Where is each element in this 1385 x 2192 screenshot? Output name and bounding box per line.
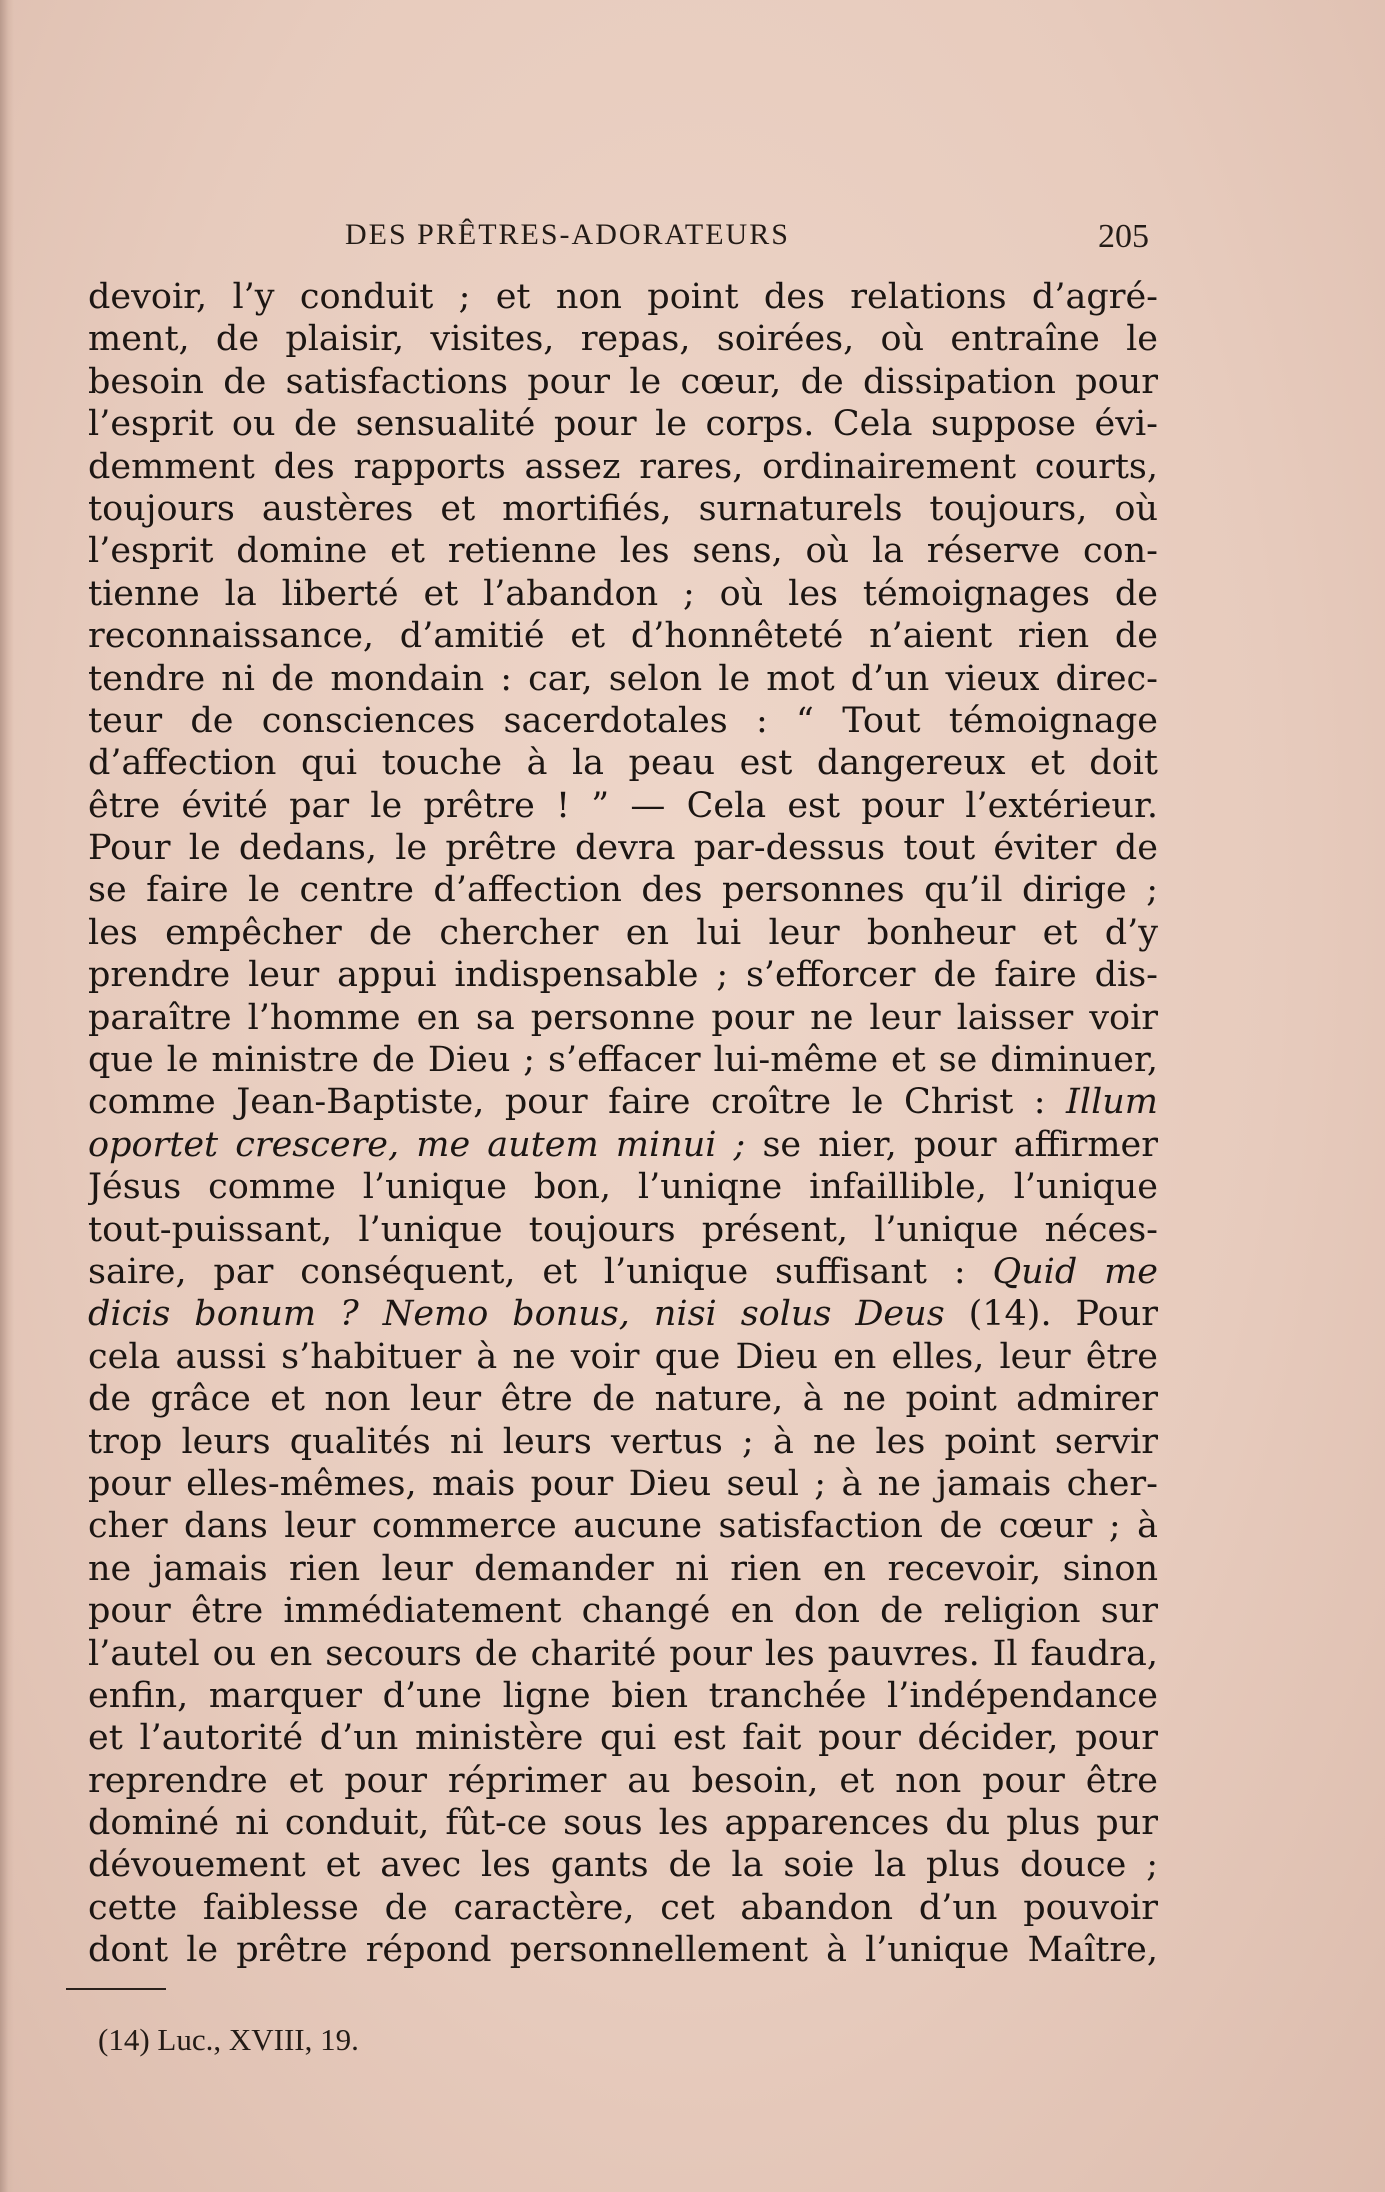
latin-quote: dicis bonum ? Nemo bonus, nisi solus Deus bbox=[88, 1294, 945, 1335]
text-line: Pour le dedans, le prêtre devra par-dessus tout éviter de bbox=[88, 828, 1158, 869]
text-line: pour elles-mêmes, mais pour Dieu seul ; à ne jamais cher- bbox=[88, 1463, 1158, 1504]
text-run: comme Jean-Baptiste, pour faire croître le Christ : bbox=[88, 1082, 1067, 1123]
text-line: tienne la liberté et l’abandon ; où les témoignages de bbox=[88, 573, 1158, 614]
text-run: se nier, pour affirmer bbox=[745, 1124, 1158, 1165]
text-line: de grâce et non leur être de nature, à ne point admirer bbox=[88, 1379, 1158, 1420]
text-line: ment, de plaisir, visites, repas, soirées, où entraîne le bbox=[88, 319, 1158, 360]
text-line: besoin de satisfactions pour le cœur, de dissipation pour bbox=[88, 361, 1158, 402]
body-text bbox=[88, 276, 1158, 1972]
text-line: tendre ni de mondain : car, selon le mot d’un vieux direc- bbox=[88, 658, 1158, 699]
text-line: l’autel ou en secours de charité pour les pauvres. Il faudra, bbox=[88, 1633, 1158, 1674]
text-line: être évité par le prêtre ! ” — Cela est pour l’extérieur. bbox=[88, 785, 1158, 826]
text-line: tout-puissant, l’unique toujours présent, l’unique néces- bbox=[88, 1209, 1158, 1250]
text-line: dont le prêtre répond personnellement à l’unique Maître, bbox=[88, 1930, 1158, 1971]
text-line: dominé ni conduit, fût-ce sous les apparences du plus pur bbox=[88, 1803, 1158, 1844]
text-line: demment des rapports assez rares, ordinairement courts, bbox=[88, 446, 1158, 487]
text-line: et l’autorité d’un ministère qui est fait pour décider, pour bbox=[88, 1718, 1158, 1759]
text-line: enfin, marquer d’une ligne bien tranchée l’indépendance bbox=[88, 1675, 1158, 1716]
latin-quote: Illum bbox=[1066, 1082, 1158, 1123]
text-line: cher dans leur commerce aucune satisfaction de cœur ; à bbox=[88, 1506, 1158, 1547]
text-line: dévouement et avec les gants de la soie la plus douce ; bbox=[88, 1845, 1158, 1886]
text-run: (14). Pour bbox=[944, 1294, 1158, 1335]
running-head: DES PRÊTRES-ADORATEURS bbox=[345, 218, 790, 251]
text-line bbox=[88, 1124, 1158, 1166]
text-line: que le ministre de Dieu ; s’effacer lui-même et se diminuer, bbox=[88, 1040, 1158, 1081]
text-line bbox=[88, 1293, 1158, 1335]
text-line: pour être immédiatement changé en don de religion sur bbox=[88, 1591, 1158, 1632]
page-number: 205 bbox=[1098, 218, 1149, 255]
footnote-rule bbox=[66, 1988, 166, 1990]
text-line: les empêcher de chercher en lui leur bonheur et d’y bbox=[88, 912, 1158, 953]
text-line: prendre leur appui indispensable ; s’efforcer de faire dis- bbox=[88, 955, 1158, 996]
footnote: (14) Luc., XVIII, 19. bbox=[98, 2022, 359, 2057]
text-run: saire, par conséquent, et l’unique suffisant : bbox=[88, 1251, 993, 1292]
text-line: cette faiblesse de caractère, cet abandon d’un pouvoir bbox=[88, 1887, 1158, 1928]
text-line: d’affection qui touche à la peau est dangereux et doit bbox=[88, 743, 1158, 784]
text-line: ne jamais rien leur demander ni rien en recevoir, sinon bbox=[88, 1548, 1158, 1589]
text-line: cela aussi s’habituer à ne voir que Dieu en elles, leur être bbox=[88, 1336, 1158, 1377]
text-line: trop leurs qualités ni leurs vertus ; à ne les point servir bbox=[88, 1421, 1158, 1462]
text-line: l’esprit domine et retienne les sens, où la réserve con- bbox=[88, 531, 1158, 572]
text-line: toujours austères et mortifiés, surnaturels toujours, où bbox=[88, 488, 1158, 529]
text-line bbox=[88, 1081, 1158, 1123]
text-line: reprendre et pour réprimer au besoin, et non pour être bbox=[88, 1760, 1158, 1801]
text-line: paraître l’homme en sa personne pour ne leur laisser voir bbox=[88, 997, 1158, 1038]
latin-quote: oportet crescere, me autem minui ; bbox=[88, 1124, 746, 1165]
page-edge-shadow bbox=[0, 0, 14, 2192]
latin-quote: Quid me bbox=[992, 1251, 1158, 1292]
text-line: l’esprit ou de sensualité pour le corps. Cela suppose évi- bbox=[88, 404, 1158, 445]
text-line: reconnaissance, d’amitié et d’honnêteté n’aient rien de bbox=[88, 616, 1158, 657]
text-line: teur de consciences sacerdotales : “ Tout témoignage bbox=[88, 700, 1158, 741]
text-line: Jésus comme l’unique bon, l’uniqne infaillible, l’unique bbox=[88, 1167, 1158, 1208]
text-line: se faire le centre d’affection des personnes qu’il dirige ; bbox=[88, 870, 1158, 911]
text-line: devoir, l’y conduit ; et non point des relations d’agré- bbox=[88, 277, 1158, 317]
text-line bbox=[88, 1251, 1158, 1293]
